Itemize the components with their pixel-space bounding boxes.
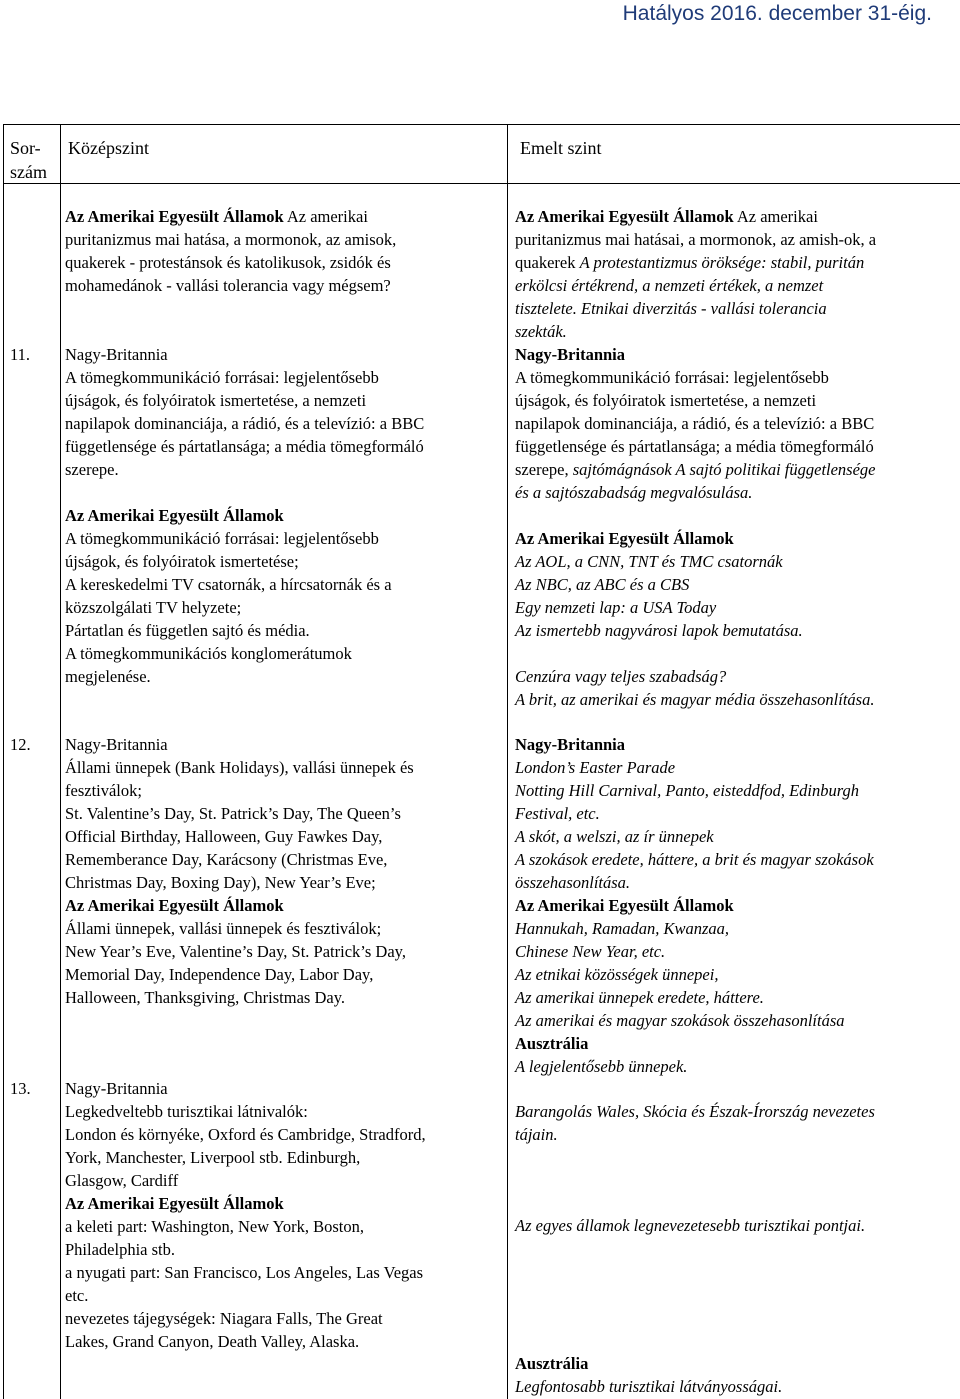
text-segment: Lakes, Grand Canyon, Death Valley, Alaska. <box>65 1332 360 1351</box>
italic-segment: Notting Hill Carnival, Panto, eisteddfod, Edinburgh <box>515 781 860 800</box>
column-header-sorszam <box>10 136 47 184</box>
column-header-emelt-szint: Emelt szint <box>520 138 602 158</box>
text-line <box>65 481 505 504</box>
bold-segment: Az Amerikai Egyesült Államok <box>515 529 734 548</box>
text-line <box>515 642 955 665</box>
text-line <box>65 986 505 1009</box>
text-segment: a keleti part: Washington, New York, Boston, <box>65 1217 365 1236</box>
column-header-sorszam-line2: szám <box>10 162 47 182</box>
text-segment: Az amerikai <box>733 207 818 226</box>
text-line <box>65 412 505 435</box>
text-segment: közszolgálati TV helyzete; <box>65 598 242 617</box>
text-line <box>65 1307 505 1330</box>
text-line <box>65 894 505 917</box>
text-segment: York, Manchester, Liverpool stb. Edinburgh, <box>65 1148 361 1167</box>
row13-emelt-text-a <box>515 1100 955 1146</box>
text-segment: Memorial Day, Independence Day, Labor Day, <box>65 965 374 984</box>
text-segment: függetlensége és pártatlansága; a média tömegformáló <box>515 437 874 456</box>
text-segment: a nyugati part: San Francisco, Los Angeles, Las Vegas <box>65 1263 424 1282</box>
text-line <box>65 228 505 251</box>
text-line <box>515 366 955 389</box>
text-line <box>65 963 505 986</box>
italic-segment: Az AOL, a CNN, TNT és TMC csatornák <box>515 552 783 571</box>
italic-segment: A legjelentősebb ünnepek. <box>515 1057 688 1076</box>
italic-segment: Az amerikai és magyar szokások összehasonlítása <box>515 1011 845 1030</box>
row-number-13: 13. <box>10 1079 31 1098</box>
row13-emelt-text-b <box>515 1214 955 1237</box>
italic-segment: tájain. <box>515 1125 558 1144</box>
text-line <box>65 573 505 596</box>
text-line <box>65 642 505 665</box>
text-line <box>65 1284 505 1307</box>
text-segment: St. Valentine’s Day, St. Patrick’s Day, The Queen’s <box>65 804 401 823</box>
text-line <box>65 1100 505 1123</box>
text-line <box>515 688 955 711</box>
text-line <box>515 1032 955 1055</box>
row10-emelt-text <box>515 205 955 343</box>
text-segment: puritanizmus mai hatásai, a mormonok, az amish-ok, a <box>515 230 877 249</box>
header-bottom-border <box>3 183 960 184</box>
text-line <box>65 1238 505 1261</box>
text-segment: mohamedánok - vallási tolerancia vagy mégsem? <box>65 276 391 295</box>
bold-segment: Az Amerikai Egyesült Államok <box>65 1194 284 1213</box>
text-line <box>65 274 505 297</box>
text-segment: napilapok dominanciája, a rádió, és a televízió: a BBC <box>515 414 875 433</box>
row10-kozepszint-text <box>65 205 505 297</box>
text-segment: A tömegkommunikáció forrásai: legjelentősebb <box>65 529 379 548</box>
text-segment: A tömegkommunikáció forrásai: legjelentősebb <box>515 368 829 387</box>
bold-segment: Nagy-Britannia <box>515 345 626 364</box>
text-line <box>515 389 955 412</box>
text-line <box>515 435 955 458</box>
text-segment: függetlensége és pártatlansága; a média tömegformáló <box>65 437 424 456</box>
row-number-11: 11. <box>10 345 31 364</box>
text-line <box>515 251 955 274</box>
italic-segment: Az NBC, az ABC és a CBS <box>515 575 690 594</box>
text-segment: quakerek <box>515 253 580 272</box>
text-line <box>65 940 505 963</box>
text-line <box>515 527 955 550</box>
validity-note: Hatályos 2016. december 31-éig. <box>622 2 932 25</box>
text-line <box>515 1214 955 1237</box>
italic-segment: Barangolás Wales, Skócia és Észak-Írország nevezetes <box>515 1102 875 1121</box>
italic-segment: Az etnikai közösségek ünnepei, <box>515 965 719 984</box>
text-segment: Nagy-Britannia <box>65 735 168 754</box>
italic-segment: szekták. <box>515 322 567 341</box>
text-line <box>65 251 505 274</box>
text-line <box>515 779 955 802</box>
text-segment: napilapok dominanciája, a rádió, és a televízió: a BBC <box>65 414 425 433</box>
text-line <box>515 320 955 343</box>
text-line <box>515 573 955 596</box>
text-line <box>515 1055 955 1078</box>
italic-segment: A brit, az amerikai és magyar média összehasonlítása. <box>515 690 875 709</box>
text-line <box>65 779 505 802</box>
text-line <box>65 756 505 779</box>
text-line <box>515 619 955 642</box>
text-line <box>515 228 955 251</box>
text-line <box>65 435 505 458</box>
italic-segment: A skót, a welszi, az ír ünnepek <box>515 827 714 846</box>
italic-segment: Festival, etc. <box>515 804 600 823</box>
text-line <box>65 389 505 412</box>
text-line <box>65 665 505 688</box>
text-segment: A kereskedelmi TV csatornák, a hírcsatornák és a <box>65 575 392 594</box>
italic-segment: London’s Easter Parade <box>515 758 676 777</box>
bold-segment: Az Amerikai Egyesült Államok <box>65 207 284 226</box>
text-line <box>65 343 505 366</box>
text-line <box>515 412 955 435</box>
text-line <box>515 940 955 963</box>
text-segment: puritanizmus mai hatása, a mormonok, az amisok, <box>65 230 397 249</box>
text-line <box>515 1375 955 1398</box>
text-segment: quakerek - protestánsok és katolikusok, zsidók és <box>65 253 391 272</box>
text-line <box>65 1123 505 1146</box>
table-top-border <box>3 124 960 125</box>
italic-segment: Chinese New Year, etc. <box>515 942 666 961</box>
bold-segment: Az Amerikai Egyesült Államok <box>65 506 284 525</box>
text-segment: nevezetes tájegységek: Niagara Falls, The Great <box>65 1309 383 1328</box>
text-line <box>65 1077 505 1100</box>
text-line <box>515 297 955 320</box>
text-segment: Az amerikai <box>283 207 368 226</box>
text-segment: Christmas Day, Boxing Day), New Year’s Eve; <box>65 873 376 892</box>
text-segment: fesztiválok; <box>65 781 142 800</box>
italic-segment: és a sajtószabadság megvalósulása. <box>515 483 753 502</box>
text-segment: Állami ünnepek (Bank Holidays), vallási ünnepek és <box>65 758 414 777</box>
row-number-12: 12. <box>10 735 31 754</box>
text-line <box>515 596 955 619</box>
bold-segment: Az Amerikai Egyesült Államok <box>515 207 734 226</box>
text-line <box>65 1261 505 1284</box>
text-line <box>65 504 505 527</box>
text-segment: New Year’s Eve, Valentine’s Day, St. Patrick’s Day, <box>65 942 406 961</box>
text-line <box>515 894 955 917</box>
bold-segment: Ausztrália <box>515 1354 589 1373</box>
text-line <box>515 274 955 297</box>
row13-kozepszint-text <box>65 1077 505 1353</box>
text-line <box>515 458 955 481</box>
italic-segment: sajtómágnások A sajtó politikai függetlensége <box>572 460 876 479</box>
text-line <box>515 848 955 871</box>
text-segment: Philadelphia stb. <box>65 1240 175 1259</box>
row11-kozepszint-text <box>65 343 505 688</box>
text-segment: újságok, és folyóiratok ismertetése; <box>65 552 299 571</box>
text-segment: A tömegkommunikáció forrásai: legjelentősebb <box>65 368 379 387</box>
text-line <box>515 871 955 894</box>
column-divider-1 <box>60 124 61 1399</box>
text-segment: Halloween, Thanksgiving, Christmas Day. <box>65 988 346 1007</box>
row12-emelt-text <box>515 733 955 1078</box>
text-line <box>65 1215 505 1238</box>
italic-segment: Legfontosabb turisztikai látványosságai. <box>515 1377 783 1396</box>
text-line <box>515 733 955 756</box>
text-segment: Nagy-Britannia <box>65 1079 168 1098</box>
text-segment: Pártatlan és független sajtó és média. <box>65 621 310 640</box>
column-header-kozepszint: Középszint <box>68 138 149 158</box>
text-line <box>65 1146 505 1169</box>
italic-segment: Az egyes államok legnevezetesebb turisztikai pontjai. <box>515 1216 866 1235</box>
text-line <box>515 205 955 228</box>
text-line <box>515 1352 955 1375</box>
italic-segment: Egy nemzeti lap: a USA Today <box>515 598 717 617</box>
text-line <box>515 917 955 940</box>
bold-segment: Nagy-Britannia <box>515 735 626 754</box>
text-line <box>515 504 955 527</box>
italic-segment: A protestantizmus öröksége: stabil, puritán <box>579 253 865 272</box>
text-line <box>65 917 505 940</box>
text-segment: Nagy-Britannia <box>65 345 168 364</box>
italic-segment: erkölcsi értékrend, a nemzeti értékek, a nemzet <box>515 276 824 295</box>
text-line <box>515 550 955 573</box>
text-line <box>65 458 505 481</box>
text-line <box>515 986 955 1009</box>
text-segment: etc. <box>65 1286 89 1305</box>
italic-segment: A szokások eredete, háttere, a brit és magyar szokások <box>515 850 874 869</box>
text-line <box>65 802 505 825</box>
text-segment: újságok, és folyóiratok ismertetése, a nemzeti <box>515 391 817 410</box>
text-line <box>515 1123 955 1146</box>
bold-segment: Ausztrália <box>515 1034 589 1053</box>
bold-segment: Az Amerikai Egyesült Államok <box>515 896 734 915</box>
row13-emelt-text-c <box>515 1352 955 1398</box>
text-segment: Rememberance Day, Karácsony (Christmas Eve, <box>65 850 388 869</box>
text-segment: Glasgow, Cardiff <box>65 1171 179 1190</box>
row12-kozepszint-text <box>65 733 505 1009</box>
column-divider-2 <box>507 124 508 1399</box>
italic-segment: Cenzúra vagy teljes szabadság? <box>515 667 727 686</box>
row11-emelt-text <box>515 343 955 711</box>
text-segment: megjelenése. <box>65 667 151 686</box>
text-line <box>65 550 505 573</box>
text-line <box>515 343 955 366</box>
text-line <box>65 871 505 894</box>
italic-segment: Az ismertebb nagyvárosi lapok bemutatása. <box>515 621 803 640</box>
italic-segment: összehasonlítása. <box>515 873 631 892</box>
text-segment: újságok, és folyóiratok ismertetése, a nemzeti <box>65 391 367 410</box>
text-line <box>515 825 955 848</box>
table-left-border <box>3 124 4 1399</box>
text-line <box>65 825 505 848</box>
text-line <box>515 1100 955 1123</box>
text-line <box>65 619 505 642</box>
text-line <box>515 802 955 825</box>
text-segment: szerepe. <box>65 460 119 479</box>
text-line <box>65 1169 505 1192</box>
bold-segment: Az Amerikai Egyesült Államok <box>65 896 284 915</box>
italic-segment: Az amerikai ünnepek eredete, háttere. <box>515 988 764 1007</box>
text-line <box>515 756 955 779</box>
text-segment: Legkedveltebb turisztikai látnivalók: <box>65 1102 308 1121</box>
text-line <box>515 665 955 688</box>
text-line <box>65 733 505 756</box>
text-segment: London és környéke, Oxford és Cambridge, Stradford, <box>65 1125 426 1144</box>
text-line <box>515 1009 955 1032</box>
italic-segment: tisztelete. Etnikai diverzitás - vallási tolerancia <box>515 299 827 318</box>
text-line <box>65 366 505 389</box>
text-line <box>65 848 505 871</box>
column-header-sorszam-line1: Sor- <box>10 138 41 158</box>
text-segment: A tömegkommunikációs konglomerátumok <box>65 644 352 663</box>
text-line <box>65 205 505 228</box>
text-segment: szerepe, <box>515 460 573 479</box>
text-segment: Official Birthday, Halloween, Guy Fawkes Day, <box>65 827 383 846</box>
italic-segment: Hannukah, Ramadan, Kwanzaa, <box>515 919 730 938</box>
text-line <box>65 527 505 550</box>
text-line <box>65 1330 505 1353</box>
text-line <box>65 1192 505 1215</box>
text-line <box>515 963 955 986</box>
text-segment: Állami ünnepek, vallási ünnepek és fesztiválok; <box>65 919 382 938</box>
text-line <box>515 481 955 504</box>
text-line <box>65 596 505 619</box>
